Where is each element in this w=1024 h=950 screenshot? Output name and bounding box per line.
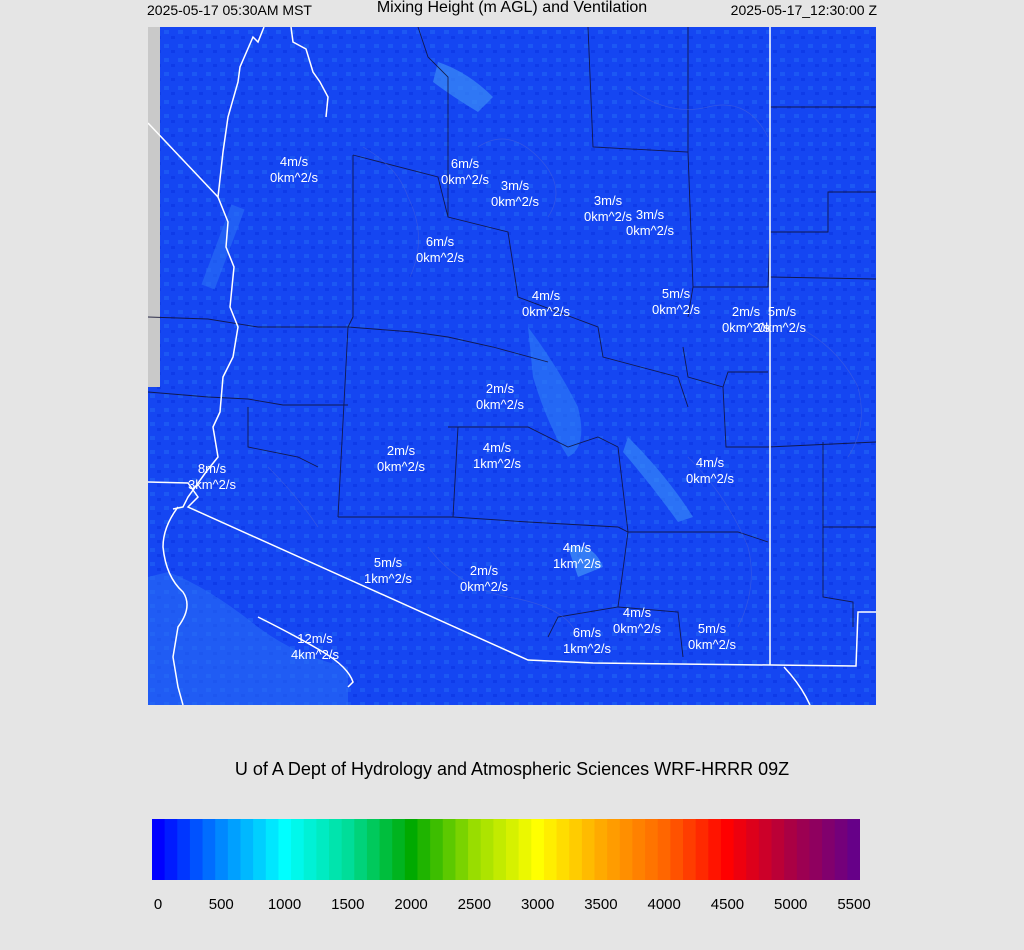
color-scale-segment — [177, 819, 190, 880]
color-scale-segment — [506, 819, 519, 880]
wind-speed-label: 3m/s — [593, 193, 623, 208]
color-scale-segment — [607, 819, 620, 880]
mixing-height-map — [148, 27, 876, 705]
ventilation-index-label: 0km^2/s — [721, 320, 771, 335]
color-scale-tick-label: 5000 — [774, 896, 808, 913]
color-scale-segment — [620, 819, 633, 880]
wind-speed-label: 4m/s — [279, 154, 309, 169]
source-credit: U of A Dept of Hydrology and Atmospheric Sciences WRF-HRRR 09Z — [234, 759, 790, 779]
color-scale-segment — [582, 819, 595, 880]
ventilation-index-label: 0km^2/s — [685, 471, 735, 486]
color-scale-segment — [228, 819, 241, 880]
color-scale-segment — [734, 819, 747, 880]
color-scale-tick-label: 0 — [153, 896, 163, 913]
color-scale-segment — [215, 819, 228, 880]
color-scale-tick-label: 2000 — [394, 896, 428, 913]
ventilation-index-label: 0km^2/s — [612, 621, 662, 636]
color-scale-segment — [468, 819, 481, 880]
color-scale-segment — [708, 819, 721, 880]
color-scale-segment — [329, 819, 342, 880]
color-scale-segment — [683, 819, 696, 880]
color-scale-segment — [847, 819, 860, 880]
ventilation-index-label: 3km^2/s — [187, 477, 237, 492]
color-scale-segment — [595, 819, 608, 880]
offmap-strip — [148, 27, 160, 387]
color-scale-segment — [544, 819, 557, 880]
color-scale-segment — [405, 819, 418, 880]
map-title: Mixing Height (m AGL) and Ventilation — [376, 0, 648, 16]
ventilation-index-label: 0km^2/s — [269, 170, 319, 185]
color-scale-segment — [342, 819, 355, 880]
wind-speed-label: 3m/s — [500, 178, 530, 193]
ventilation-index-label: 0km^2/s — [475, 397, 525, 412]
color-scale-segment — [291, 819, 304, 880]
ventilation-index-label: 0km^2/s — [415, 250, 465, 265]
ventilation-index-label: 1km^2/s — [472, 456, 522, 471]
color-scale-tick-label: 3000 — [520, 896, 555, 913]
color-scale-segment — [822, 819, 835, 880]
color-scale-segment — [278, 819, 291, 880]
wind-speed-label: 4m/s — [531, 288, 561, 303]
color-scale-segment — [645, 819, 658, 880]
color-scale-tick-label: 1500 — [331, 896, 365, 913]
color-scale-segment — [481, 819, 494, 880]
ventilation-index-label: 0km^2/s — [490, 194, 540, 209]
wind-speed-label: 6m/s — [425, 234, 455, 249]
ventilation-index-label: 0km^2/s — [459, 579, 509, 594]
wind-speed-label: 12m/s — [297, 631, 333, 646]
color-scale-tick-label: 4500 — [710, 896, 745, 913]
color-scale-segment — [380, 819, 393, 880]
ventilation-index-label: 1km^2/s — [363, 571, 413, 586]
color-scale-segment — [354, 819, 367, 880]
ventilation-index-label: 0km^2/s — [521, 304, 571, 319]
color-scale-segment — [557, 819, 570, 880]
color-scale-segment — [203, 819, 216, 880]
wind-speed-label: 8m/s — [197, 461, 227, 476]
ventilation-index-label: 1km^2/s — [562, 641, 612, 656]
color-scale-segment — [418, 819, 431, 880]
color-scale-segment — [367, 819, 380, 880]
color-scale-segment — [569, 819, 582, 880]
color-scale-segment — [165, 819, 178, 880]
color-scale-segment — [430, 819, 443, 880]
wind-speed-label: 5m/s — [373, 555, 403, 570]
ventilation-index-label: 0km^2/s — [651, 302, 701, 317]
color-scale-bar — [152, 819, 860, 880]
color-scale-segment — [784, 819, 797, 880]
wind-speed-label: 6m/s — [450, 156, 480, 171]
wind-speed-label: 2m/s — [469, 563, 499, 578]
wind-speed-label: 5m/s — [697, 621, 727, 636]
color-scale-segment — [531, 819, 544, 880]
valid-time-local: 2025-05-17 05:30AM MST — [147, 2, 312, 18]
ventilation-index-label: 0km^2/s — [757, 320, 807, 335]
color-scale-segment — [443, 819, 456, 880]
color-scale-segment — [455, 819, 468, 880]
color-scale-segment — [696, 819, 709, 880]
color-scale-segment — [316, 819, 329, 880]
ventilation-index-label: 1km^2/s — [552, 556, 602, 571]
ventilation-index-label: 0km^2/s — [440, 172, 490, 187]
wind-speed-label: 4m/s — [482, 440, 512, 455]
wind-speed-label: 5m/s — [767, 304, 797, 319]
color-scale-segment — [253, 819, 266, 880]
color-scale-segment — [797, 819, 810, 880]
ventilation-index-label: 0km^2/s — [376, 459, 426, 474]
color-scale-segment — [835, 819, 848, 880]
color-scale-segment — [632, 819, 645, 880]
valid-time-utc: 2025-05-17_12:30:00 Z — [730, 2, 877, 18]
color-scale-tick-label: 5500 — [837, 896, 871, 913]
color-scale-segment — [658, 819, 671, 880]
wind-speed-label: 5m/s — [661, 286, 691, 301]
color-scale-tick-label: 1000 — [267, 896, 302, 913]
color-scale-segment — [241, 819, 254, 880]
color-scale-segment — [190, 819, 203, 880]
color-scale-tick-label: 500 — [208, 896, 234, 913]
ventilation-index-label: 0km^2/s — [583, 209, 633, 224]
ventilation-index-label: 4km^2/s — [290, 647, 340, 662]
color-scale-segment — [519, 819, 532, 880]
wind-speed-label: 3m/s — [635, 207, 665, 222]
ventilation-index-label: 0km^2/s — [687, 637, 737, 652]
color-scale-segment — [152, 819, 165, 880]
color-scale-tick-label: 4000 — [647, 896, 681, 913]
wind-speed-label: 4m/s — [622, 605, 652, 620]
color-scale-tick-label: 2500 — [457, 896, 492, 913]
color-scale-tick-label: 3500 — [584, 896, 618, 913]
color-scale-segment — [746, 819, 759, 880]
wind-speed-label: 2m/s — [386, 443, 416, 458]
wind-speed-label: 4m/s — [562, 540, 592, 555]
color-scale-segment — [759, 819, 772, 880]
color-scale-segment — [772, 819, 785, 880]
color-scale-segment — [809, 819, 822, 880]
wind-speed-label: 2m/s — [485, 381, 515, 396]
wind-speed-label: 6m/s — [572, 625, 602, 640]
color-scale-segment — [493, 819, 506, 880]
color-scale-segment — [392, 819, 405, 880]
color-scale-segment — [721, 819, 734, 880]
ventilation-index-label: 0km^2/s — [625, 223, 675, 238]
color-scale-segment — [304, 819, 317, 880]
wind-speed-label: 4m/s — [695, 455, 725, 470]
color-scale-segment — [670, 819, 683, 880]
wind-speed-label: 2m/s — [731, 304, 761, 319]
color-scale-segment — [266, 819, 279, 880]
